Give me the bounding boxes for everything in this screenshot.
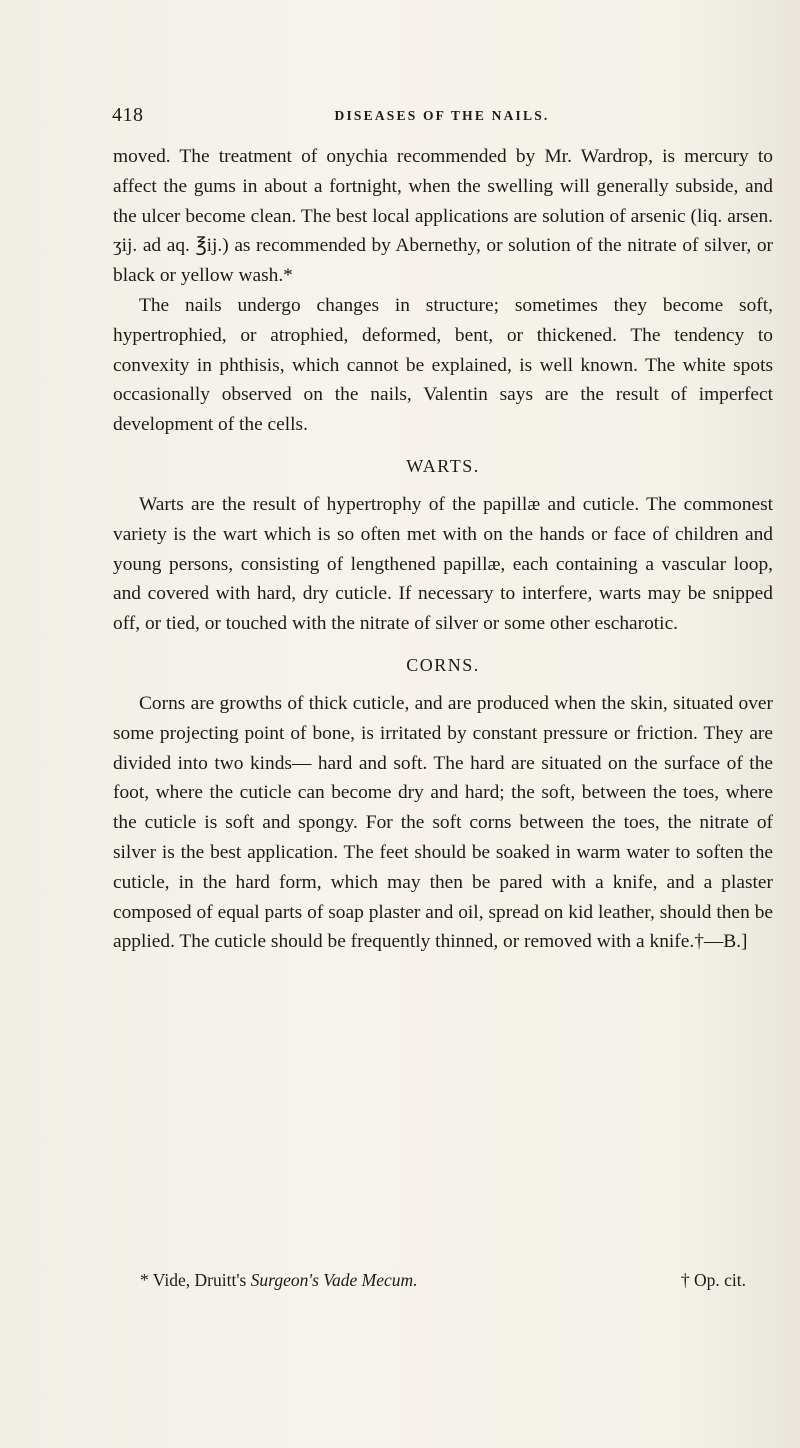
running-title: DISEASES OF THE NAILS. bbox=[334, 108, 550, 123]
body-text bbox=[113, 142, 773, 957]
section-heading-corns: CORNS. bbox=[406, 654, 480, 675]
section-heading-warts: WARTS. bbox=[406, 455, 480, 476]
footnote-druitt-prefix: * Vide, Druitt's bbox=[140, 1270, 251, 1290]
footnote-op-cit: † Op. cit. bbox=[680, 1270, 746, 1290]
footnote-druitt-title: Surgeon's Vade Mecum. bbox=[250, 1270, 418, 1290]
page-number: 418 bbox=[112, 104, 144, 126]
paragraph-corns: Corns are growths of thick cuticle, and are produced when the skin, situated over some projecting point of bone, is irritated by constant pressure or friction. They are divided into two kinds— hard and soft. The hard are situated on the surface of the foot, where the cuticle can become dry and hard; the soft, between the toes, where the cuticle is soft and spongy. For the soft corns between the toes, the nitrate of silver is the best application. The feet should be soaked in warm water to soften the cuticle, in the hard form, which may then be pared with a knife, and a plaster composed of equal parts of soap plaster and oil, spread on kid leather, should then be applied. The cuticle should be frequently thinned, or removed with a knife.†—B.] bbox=[113, 692, 773, 953]
paragraph-warts: Warts are the result of hypertrophy of the papillæ and cuticle. The commonest variety is the wart which is so often met with on the hands or face of children and young persons, consisting of lengthened papillæ, each containing a vascular loop, and covered with hard, dry cuticle. If necessary to interfere, warts may be snipped off, or tied, or touched with the nitrate of silver or some other escharotic. bbox=[113, 493, 773, 635]
page-header bbox=[112, 104, 772, 132]
paragraph-onychia-treatment: moved. The treatment of onychia recommended by Mr. Wardrop, is mercury to affect the gums in about a fortnight, when the swelling will generally subside, and the ulcer become clean. The best local applications are solution of arsenic (liq. arsen. ʒij. ad aq. ℥ij.) as recommended by Abernethy, or solution of the nitrate of silver, or black or yellow wash.* bbox=[113, 146, 773, 287]
paragraph-nail-changes: The nails undergo changes in structure; sometimes they become soft, hypertrophied, or atrophied, deformed, bent, or thickened. The tendency to convexity in phthisis, which cannot be explained, is well known. The white spots occasionally observed on the nails, Valentin says are the result of imperfect development of the cells. bbox=[113, 294, 773, 436]
footnote-druitt bbox=[140, 1268, 418, 1292]
